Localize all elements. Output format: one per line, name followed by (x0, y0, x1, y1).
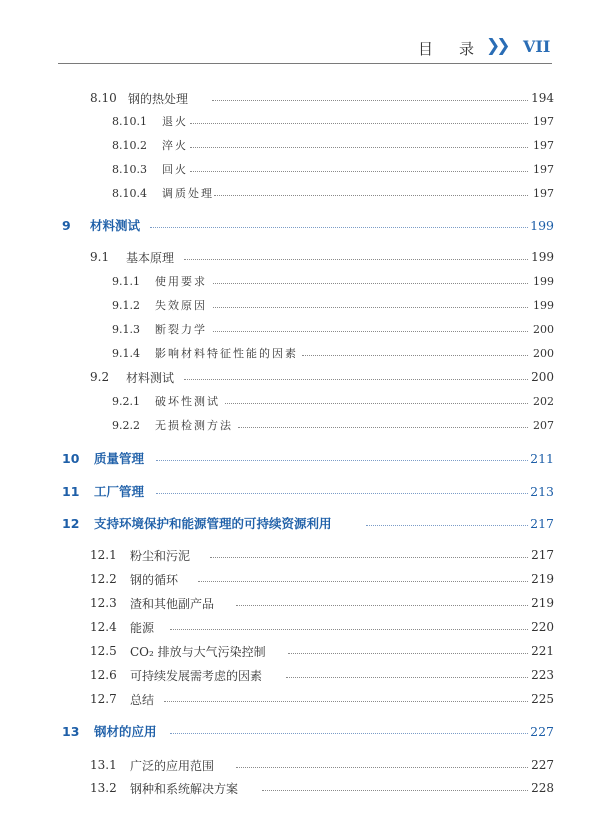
toc-entry-number: 11 (62, 483, 80, 499)
toc-entry-number: 9.2 (90, 370, 110, 384)
toc-entry[interactable] (0, 482, 612, 500)
toc-entry[interactable] (0, 272, 612, 290)
toc-dot-leader (190, 123, 528, 124)
toc-dot-leader (286, 677, 528, 678)
toc-dot-leader (156, 460, 528, 461)
toc-entry-page: 194 (531, 91, 554, 105)
toc-dot-leader (212, 100, 528, 101)
toc-entry-page: 199 (533, 298, 554, 312)
toc-entry-title: 总结 (130, 692, 155, 707)
toc-entry-title: 支持环境保护和能源管理的可持续资源利用 (94, 516, 332, 531)
toc-dot-leader (150, 227, 528, 228)
toc-dot-leader (184, 259, 528, 260)
toc-entry-title: 钢的循环 (130, 572, 179, 587)
toc-entry[interactable] (0, 344, 612, 362)
toc-entry-page: 200 (533, 322, 554, 336)
toc-entry[interactable] (0, 216, 612, 234)
toc-entry-page: 217 (530, 515, 554, 531)
toc-entry-number: 13.2 (90, 781, 117, 795)
toc-entry[interactable] (0, 392, 612, 410)
header-title-mu: 目 (418, 40, 434, 58)
toc-entry[interactable] (0, 642, 612, 660)
toc-entry-title: 无损检测方法 (155, 419, 233, 432)
toc-entry-title: 广泛的应用范围 (130, 758, 215, 773)
toc-entry-title: CO₂ 排放与大气污染控制 (130, 644, 266, 659)
toc-dot-leader (190, 171, 528, 172)
toc-entry-title: 材料测试 (90, 218, 141, 233)
toc-entry-title: 破坏性测试 (155, 395, 220, 408)
toc-dot-leader (366, 525, 528, 526)
toc-entry-number: 8.10.1 (112, 114, 147, 128)
toc-entry[interactable] (0, 449, 612, 467)
toc-entry-title: 退火 (162, 115, 188, 128)
toc-entry-number: 8.10.3 (112, 162, 147, 176)
toc-entry[interactable] (0, 594, 612, 612)
toc-entry-title: 影响材料特征性能的因素 (155, 347, 298, 360)
toc-entry-number: 12 (62, 515, 80, 531)
toc-entry-title: 质量管理 (94, 451, 145, 466)
toc-entry-number: 9.1.1 (112, 274, 140, 288)
toc-entry-page: 197 (533, 186, 554, 200)
chevron-right-icon: ❯❯ (486, 36, 507, 56)
toc-entry-title: 工厂管理 (94, 484, 145, 499)
toc-entry-page: 223 (531, 668, 554, 682)
toc-entry-number: 9.2.1 (112, 394, 140, 408)
toc-dot-leader (288, 653, 528, 654)
toc-dot-leader (170, 733, 528, 734)
toc-entry-page: 200 (533, 346, 554, 360)
toc-entry-page: 227 (530, 723, 554, 739)
toc-entry-page: 227 (531, 758, 554, 772)
toc-entry-title: 回火 (162, 163, 188, 176)
toc-entry-page: 225 (531, 692, 554, 706)
toc-entry-number: 13.1 (90, 758, 117, 772)
toc-entry[interactable] (0, 546, 612, 564)
toc-dot-leader (198, 581, 528, 582)
header-title-lu: 录 (459, 40, 475, 58)
toc-entry-page: 217 (531, 548, 554, 562)
toc-entry-page: 221 (531, 644, 554, 658)
toc-entry-page: 228 (531, 781, 554, 795)
toc-entry-number: 9.1.2 (112, 298, 140, 312)
toc-entry-number: 13 (62, 723, 80, 739)
toc-entry[interactable] (0, 248, 612, 266)
toc-entry-page: 197 (533, 138, 554, 152)
toc-entry-page: 219 (531, 596, 554, 610)
toc-dot-leader (210, 557, 528, 558)
toc-entry[interactable] (0, 722, 612, 740)
toc-entry-page: 199 (533, 274, 554, 288)
toc-entry[interactable] (0, 756, 612, 774)
toc-entry-number: 9.1 (90, 250, 110, 264)
toc-entry-title: 材料测试 (126, 370, 175, 385)
toc-dot-leader (302, 355, 528, 356)
toc-dot-leader (236, 767, 528, 768)
toc-entry[interactable] (0, 779, 612, 797)
toc-dot-leader (214, 195, 528, 196)
toc-entry-title: 粉尘和污泥 (130, 548, 191, 563)
toc-entry-page: 220 (531, 620, 554, 634)
toc-entry-number: 10 (62, 450, 80, 466)
toc-entry[interactable] (0, 320, 612, 338)
toc-entry[interactable] (0, 296, 612, 314)
toc-entry-page: 202 (533, 394, 554, 408)
toc-entry-title: 可持续发展需考虑的因素 (130, 668, 263, 683)
toc-entry[interactable] (0, 618, 612, 636)
toc-entry-page: 199 (530, 217, 554, 233)
toc-entry-number: 9.1.4 (112, 346, 140, 360)
toc-entry-page: 200 (531, 370, 554, 384)
toc-entry-title: 钢材的应用 (94, 724, 157, 739)
toc-entry-title: 能源 (130, 620, 155, 635)
toc-entry-number: 12.3 (90, 596, 117, 610)
toc-entry-title: 断裂力学 (155, 323, 207, 336)
toc-entry-title: 失效原因 (155, 299, 207, 312)
toc-entry[interactable] (0, 368, 612, 386)
toc-entry-title: 钢种和系统解决方案 (130, 781, 239, 796)
toc-entry-page: 219 (531, 572, 554, 586)
toc-entry-page: 211 (530, 450, 554, 466)
toc-entry[interactable] (0, 112, 612, 130)
toc-entry-page: 197 (533, 114, 554, 128)
toc-entry-number: 12.5 (90, 644, 117, 658)
toc-entry-page: 207 (533, 418, 554, 432)
toc-entry-number: 12.7 (90, 692, 117, 706)
toc-dot-leader (213, 331, 528, 332)
toc-dot-leader (238, 427, 528, 428)
toc-entry-page: 197 (533, 162, 554, 176)
toc-dot-leader (225, 403, 528, 404)
toc-entry[interactable] (0, 690, 612, 708)
toc-dot-leader (164, 701, 528, 702)
toc-entry[interactable] (0, 570, 612, 588)
toc-entry-number: 9 (62, 217, 71, 233)
toc-entry-title: 调质处理 (162, 187, 214, 200)
toc-entry-number: 9.2.2 (112, 418, 140, 432)
toc-entry[interactable] (0, 89, 612, 107)
toc-entry[interactable] (0, 136, 612, 154)
toc-entry-page: 213 (530, 483, 554, 499)
toc-dot-leader (190, 147, 528, 148)
toc-entry-number: 8.10 (90, 91, 117, 105)
toc-entry-number: 12.4 (90, 620, 117, 634)
toc-dot-leader (184, 379, 528, 380)
toc-entry-number: 9.1.3 (112, 322, 140, 336)
toc-entry-number: 8.10.4 (112, 186, 147, 200)
toc-dot-leader (262, 790, 528, 791)
toc-entry-number: 12.6 (90, 668, 117, 682)
toc-entry-title: 钢的热处理 (128, 91, 189, 106)
toc-entry-title: 使用要求 (155, 275, 207, 288)
toc-entry[interactable] (0, 160, 612, 178)
toc-dot-leader (156, 493, 528, 494)
toc-entry[interactable] (0, 514, 612, 532)
toc-entry-number: 12.2 (90, 572, 117, 586)
toc-dot-leader (213, 283, 528, 284)
toc-entry[interactable] (0, 666, 612, 684)
toc-entry-title: 渣和其他副产品 (130, 596, 215, 611)
toc-dot-leader (236, 605, 528, 606)
toc-entry-number: 12.1 (90, 548, 117, 562)
toc-dot-leader (170, 629, 528, 630)
toc-entry-title: 基本原理 (126, 250, 175, 265)
header-page-number: VII (523, 37, 551, 56)
toc-entry-title: 淬火 (162, 139, 188, 152)
toc-entry[interactable] (0, 416, 612, 434)
toc-entry-number: 8.10.2 (112, 138, 147, 152)
toc-dot-leader (213, 307, 528, 308)
toc-entry[interactable] (0, 184, 612, 202)
toc-entry-page: 199 (531, 250, 554, 264)
